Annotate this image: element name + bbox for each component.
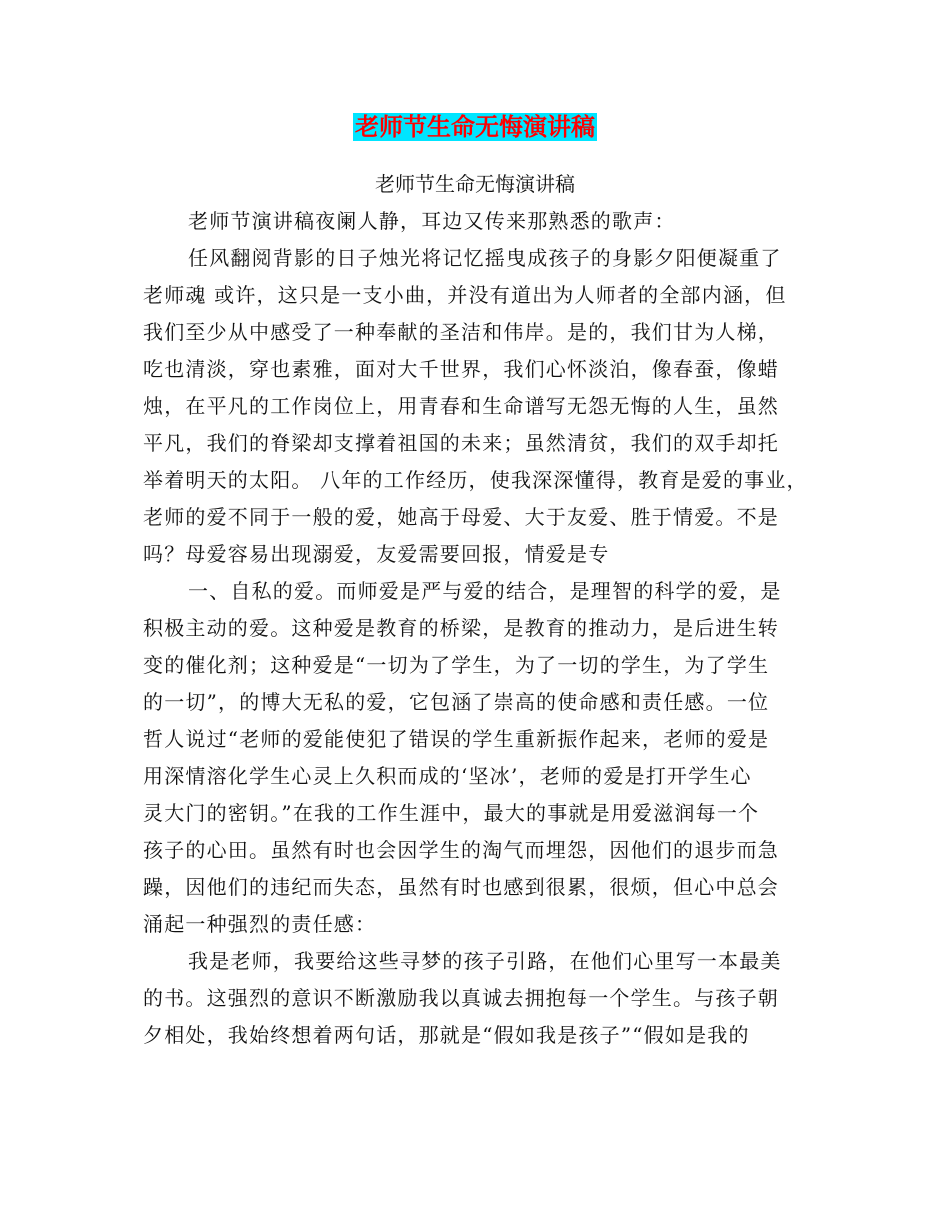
body-line: 我是老师，我要给这些寻梦的孩子引路，在他们心里写一本最美: [188, 949, 782, 973]
body-line: 平凡，我们的脊梁却支撑着祖国的未来；虽然清贫，我们的双手却托: [143, 431, 779, 455]
document-title: [0, 110, 950, 144]
body-line: 举着明天的太阳。 八年的工作经历，使我深深懂得，教育是爱的事业，: [143, 468, 808, 492]
body-line: 涌起一种强烈的责任感：: [143, 912, 377, 936]
body-line: 的书。这强烈的意识不断激励我以真诚去拥抱每一个学生。与孩子朝: [143, 986, 779, 1010]
body-line: 老师节演讲稿夜阑人静，耳边又传来那熟悉的歌声：: [188, 209, 676, 233]
body-line: 变的催化剂；这种爱是“一切为了学生，为了一切的学生，为了学生: [143, 653, 770, 677]
body-line: 吃也清淡，穿也素雅，面对大千世界，我们心怀淡泊，像春蚕，像蜡: [143, 357, 779, 381]
document-subtitle: 老师节生命无悔演讲稿: [375, 172, 575, 196]
body-line: 用深情溶化学生心灵上久积而成的‘坚冰’，老师的爱是打开学生心: [143, 764, 752, 788]
body-line: 哲人说过“老师的爱能使犯了错误的学生重新振作起来，老师的爱是: [143, 727, 770, 751]
body-line: 孩子的心田。虽然有时也会因学生的淘气而埋怨，因他们的退步而急: [143, 838, 779, 862]
body-line: 老师的爱不同于一般的爱，她高于母爱、大于友爱、胜于情爱。不是: [143, 505, 779, 529]
body-line: 积极主动的爱。这种爱是教育的桥梁，是教育的推动力，是后进生转: [143, 616, 779, 640]
document-title-text: 老师节生命无悔演讲稿: [355, 113, 595, 141]
body-line: 灵大门的密钥。”在我的工作生涯中，最大的事就是用爱滋润每一个: [143, 801, 760, 825]
body-line: 躁，因他们的违纪而失态，虽然有时也感到很累，很烦，但心中总会: [143, 875, 779, 899]
body-line: 的一切”，的博大无私的爱，它包涵了崇高的使命感和责任感。一位: [143, 690, 770, 714]
body-line: 夕相处，我始终想着两句话，那就是“假如我是孩子”“假如是我的: [143, 1023, 750, 1047]
body-line: 吗？母爱容易出现溺爱，友爱需要回报，情爱是专: [143, 542, 610, 566]
body-line: 一、自私的爱。而师爱是严与爱的结合，是理智的科学的爱，是: [188, 579, 782, 603]
body-line: 我们至少从中感受了一种奉献的圣洁和伟岸。是的，我们甘为人梯，: [143, 320, 779, 344]
body-line: 任风翻阅背影的日子烛光将记忆摇曳成孩子的身影夕阳便凝重了: [188, 246, 782, 270]
body-line: 老师魂 或许，这只是一支小曲，并没有道出为人师者的全部内涵，但: [143, 283, 787, 307]
body-line: 烛，在平凡的工作岗位上，用青春和生命谱写无怨无悔的人生，虽然: [143, 394, 779, 418]
